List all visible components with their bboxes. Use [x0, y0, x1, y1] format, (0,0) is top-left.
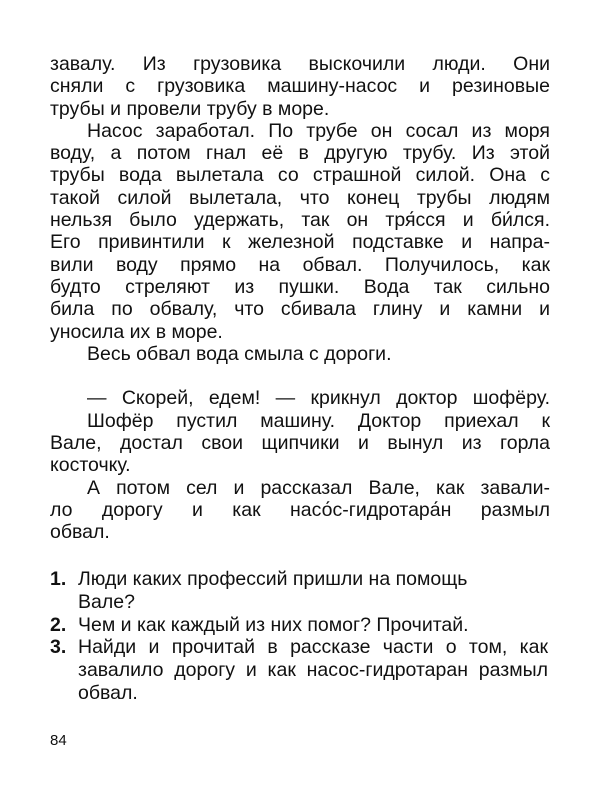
- text-line: косточку.: [50, 454, 131, 477]
- text-line: завалу. Из грузовика выскочили люди. Они: [50, 53, 550, 75]
- question-item: [50, 568, 550, 614]
- text-line: обвал.: [50, 521, 110, 544]
- text-line: Его привинтили к железной подставке и напра-: [50, 231, 550, 254]
- question-text: Люди каких профессий пришли на помощь Вале?: [78, 568, 468, 613]
- story-block-1: [50, 53, 550, 365]
- text-line: воду, а потом гнал её в другую трубу. Из этой: [50, 142, 550, 165]
- text-line: трубы и провели трубу в море.: [50, 97, 330, 120]
- question-number: 1.: [50, 568, 67, 590]
- story-block-2: [50, 387, 550, 543]
- text-line: била по обвалу, что сбивала глину и камни и: [50, 298, 550, 321]
- page-number: 84: [50, 732, 67, 749]
- question-item: [50, 636, 550, 704]
- text-line: нельзя было удержать, так он тря́сся и би́лся.: [50, 209, 550, 232]
- text-line: трубы вода вылетала со страшной силой. Она с: [50, 164, 550, 187]
- question-number: 3.: [50, 636, 67, 659]
- text-line: Вале, достал свои щипчики и вынул из горла: [50, 432, 550, 455]
- text-line: такой силой вылетала, что конец трубы людям: [50, 186, 550, 209]
- text-line: будто стреляют из пушки. Вода так сильно: [50, 275, 550, 298]
- text-line: уносила их в море.: [50, 320, 223, 343]
- question-number: 2.: [50, 613, 67, 636]
- story-text: [50, 53, 550, 544]
- question-text: Найди и прочитай в рассказе части о том, как завалило дорогу и как насос-гидротаран размыл обвал.: [78, 636, 548, 704]
- text-line: Насос заработал. По трубе он сосал из моря: [87, 119, 550, 142]
- text-line: сняли с грузовика машину-насос и резиновые: [50, 75, 550, 98]
- questions-list: [50, 568, 550, 705]
- text-line: — Скорей, едем! — крикнул доктор шофёру.: [87, 387, 550, 410]
- question-item: [50, 614, 550, 637]
- question-text: Чем и как каждый из них помог? Прочитай.: [78, 613, 469, 636]
- text-line: Шофёр пустил машину. Доктор приехал к: [87, 409, 550, 432]
- text-line: Весь обвал вода смыла с дороги.: [87, 342, 392, 365]
- section-gap: [50, 365, 550, 387]
- text-line: вили воду прямо на обвал. Получилось, как: [50, 253, 550, 276]
- text-line: А потом сел и рассказал Вале, как завали-: [87, 476, 550, 499]
- text-line: ло дорогу и как насо́с-гидротара́н размыл: [50, 498, 550, 521]
